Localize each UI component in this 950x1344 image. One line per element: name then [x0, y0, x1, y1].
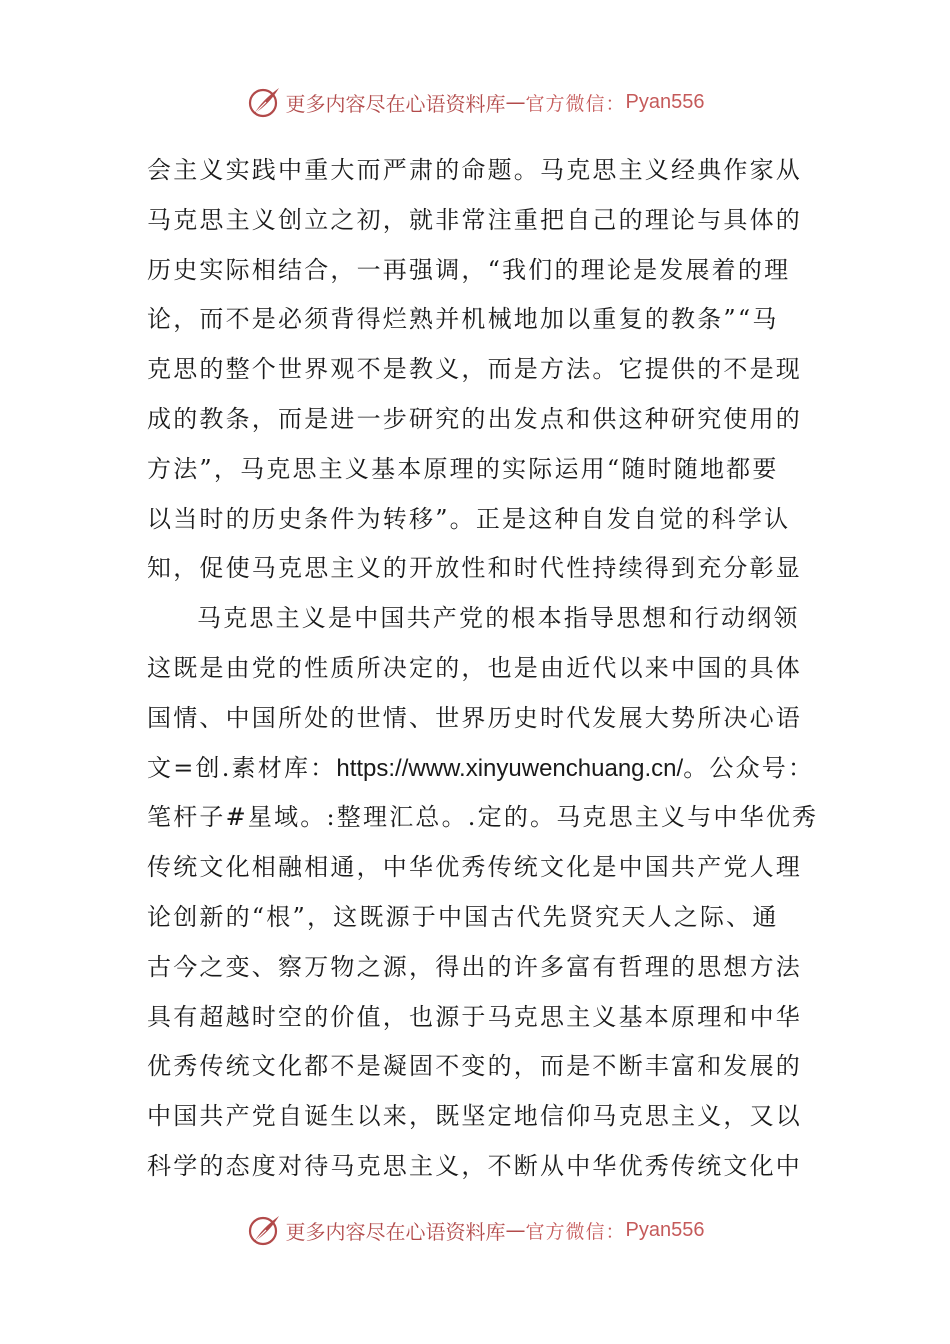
footer-wechat-label: 官方微信： — [525, 1220, 626, 1243]
text-line: 以当时的历史条件为转移”。正是这种自发自觉的科学认 — [147, 504, 791, 533]
text-line: 马克思主义创立之初，就非常注重把自己的理论与具体的 — [147, 205, 802, 234]
text-line: 优秀传统文化都不是凝固不变的，而是不断丰富和发展的 — [147, 1052, 802, 1081]
quill-logo-icon — [246, 1212, 282, 1248]
text-line: 历史实际相结合，一再强调，“我们的理论是发展着的理 — [147, 255, 791, 284]
text-line: 这既是由党的性质所决定的，也是由近代以来中国的具体 — [147, 653, 802, 682]
url-text-line — [147, 744, 815, 794]
text-line: 古今之变、察万物之源，得出的许多富有哲理的思想方法 — [147, 952, 802, 981]
footer-separator: — — [505, 1218, 526, 1242]
text-line: 科学的态度对待马克思主义，不断从中华优秀传统文化中 — [147, 1151, 802, 1180]
url-line-suffix: 。公众号： — [683, 753, 815, 782]
text-line: 方法”，马克思主义基本原理的实际运用“随时随地都要 — [147, 454, 779, 483]
text-line: 具有超越时空的价值，也源于马克思主义基本原理和中华 — [147, 1002, 802, 1031]
text-line: 论创新的“根”，这既源于中国古代先贤究天人之际、通 — [147, 902, 779, 931]
text-line: 笔杆子#星域。:整理汇总。.定的。马克思主义与中华优秀 — [147, 803, 819, 832]
header-wechat-label: 官方微信： — [525, 92, 626, 115]
text-line: 会主义实践中重大而严肃的命题。马克思主义经典作家从 — [147, 156, 802, 184]
text-line: 论，而不是必须背得烂熟并机械地加以重复的教条”“马 — [147, 305, 779, 334]
footer-banner — [0, 1210, 950, 1250]
url-line-prefix: 文=创.素材库： — [147, 753, 337, 782]
website-link[interactable]: https://www.xinyuwenchuang.cn/ — [336, 754, 684, 782]
footer-wechat-id: Pyan556 — [625, 1218, 705, 1241]
text-line: 成的教条，而是进一步研究的出发点和供这种研究使用的 — [147, 404, 802, 433]
text-line: 国情、中国所处的世情、世界历史时代发展大势所决心语 — [147, 703, 802, 732]
header-wechat-id: Pyan556 — [625, 90, 705, 113]
text-line: 中国共产党自诞生以来，既坚定地信仰马克思主义，又以 — [147, 1102, 802, 1131]
footer-site-text: 更多内容尽在心语资料库 — [285, 1219, 506, 1244]
paragraph-start-line: 马克思主义是中国共产党的根本指导思想和行动纲领 — [197, 604, 800, 633]
header-separator: — — [505, 90, 526, 114]
text-line: 知，促使马克思主义的开放性和时代性持续得到充分彰显 — [147, 554, 802, 583]
text-line: 传统文化相融相通，中华优秀传统文化是中国共产党人理 — [147, 853, 802, 882]
quill-logo-icon — [246, 84, 282, 120]
text-line: 克思的整个世界观不是教义，而是方法。它提供的不是现 — [147, 355, 802, 384]
document-body — [147, 146, 819, 1192]
header-site-text: 更多内容尽在心语资料库 — [285, 91, 506, 116]
header-banner — [0, 82, 950, 122]
